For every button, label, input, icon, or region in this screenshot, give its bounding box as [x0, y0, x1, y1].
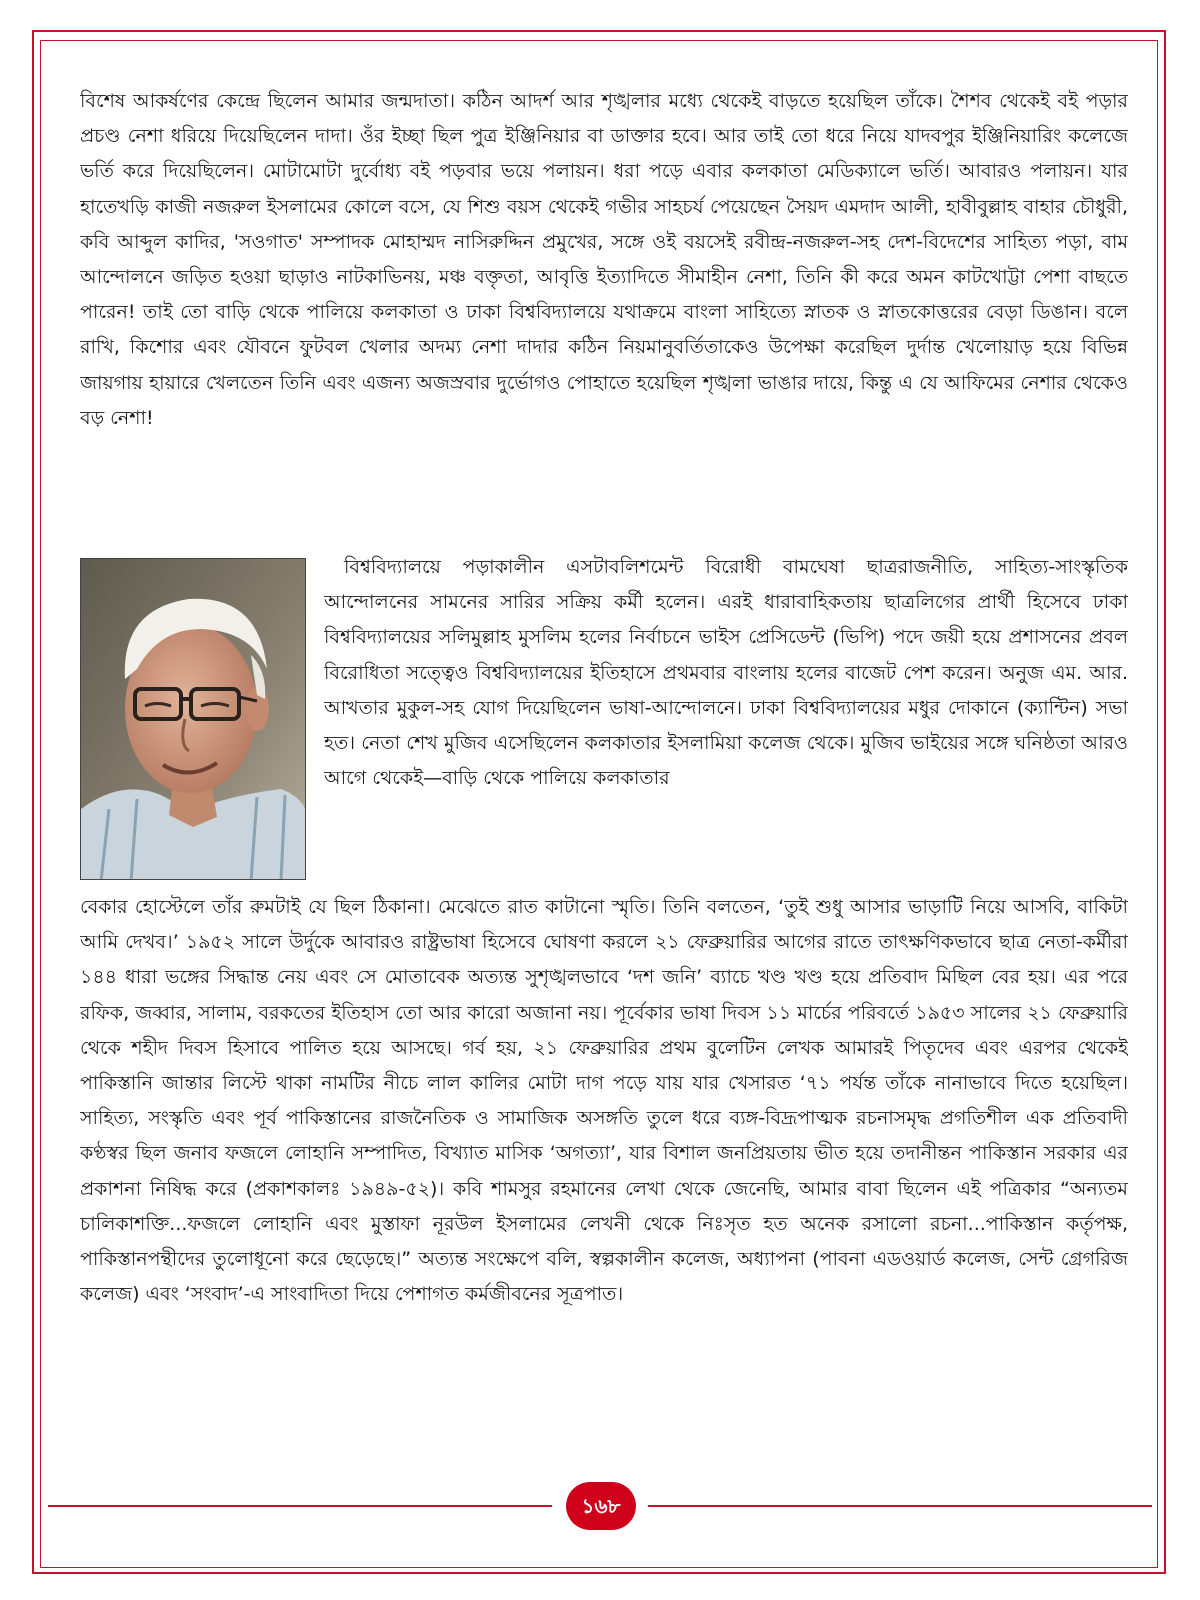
- photo-section: [80, 558, 1128, 888]
- page-number-badge: ১৬৮: [566, 1482, 636, 1530]
- paragraph-2: বিশ্ববিদ্যালয়ে পড়াকালীন এসটাবলিশমেন্ট বিরোধী বামঘেষা ছাত্ররাজনীতি, সাহিত্য-সাংস্কৃতিক আন্দোলনের সামনের সারির সক্রিয় কর্মী হলেন। এরই ধারাবাহিকতায় ছাত্রলিগের প্রার্থী হিসেবে ঢাকা বিশ্ববিদ্যালয়ের সলিমুল্লাহ মুসলিম হলের নির্বাচনে ভাইস প্রেসিডেন্ট (ভিপি) পদে জয়ী হয়ে প্রশাসনের প্রবল বিরোধিতা সত্ত্বেও বিশ্ববিদ্যালয়ের ইতিহাসে প্রথমবার বাংলায় হলের বাজেট পেশ করেন। অনুজ এম. আর. আখতার মুকুল-সহ যোগ দিয়েছিলেন ভাষা-আন্দোলনে। ঢাকা বিশ্ববিদ্যালয়ের মধুর দোকানে (ক্যান্টিন) সভা হত। নেতা শেখ মুজিব এসেছিলেন কলকাতার ইসলামিয়া কলেজ থেকে। মুজিব ভাইয়ের সঙ্গে ঘনিষ্ঠতা আরও আগে থেকেই—বাড়ি থেকে পালিয়ে কলকাতার: [324, 556, 1128, 790]
- article-body: [80, 84, 1128, 1462]
- footer-line-right: [648, 1505, 1152, 1507]
- portrait-illustration: [81, 559, 306, 880]
- footer-line-left: [48, 1505, 552, 1507]
- paragraph-3: বেকার হোস্টেলে তাঁর রুমটাই যে ছিল ঠিকানা। মেঝেতে রাত কাটানো স্মৃতি। তিনি বলতেন, ‘তুই শুধু আসার ভাড়াটি নিয়ে আসবি, বাকিটা আমি দেখব।’ ১৯৫২ সালে উর্দুকে আবারও রাষ্ট্রভাষা হিসেবে ঘোষণা করলে ২১ ফেব্রুয়ারির আগের রাতে তাৎক্ষণিকভাবে ছাত্র নেতা-কর্মীরা ১৪৪ ধারা ভঙ্গের সিদ্ধান্ত নেয় এবং সে মোতাবেক অত্যন্ত সুশৃঙ্খলভাবে ‘দশ জনি’ ব্যাচে খণ্ড খণ্ড হয়ে প্রতিবাদ মিছিল বের হয়। এর পরে রফিক, জব্বার, সালাম, বরকতের ইতিহাস তো আর কারো অজানা নয়। পূর্বেকার ভাষা দিবস ১১ মার্চের পরিবর্তে ১৯৫৩ সালের ২১ ফেব্রুয়ারি থেকে শহীদ দিবস হিসাবে পালিত হয়ে আসছে। গর্ব হয়, ২১ ফেব্রুয়ারির প্রথম বুলেটিন লেখক আমারই পিতৃদেব এবং এরপর থেকেই পাকিস্তানি জান্তার লিস্টে থাকা নামটির নীচে লাল কালির মোটা দাগ পড়ে যায় যার খেসারত ‘৭১ পর্যন্ত তাঁকে নানাভাবে দিতে হয়েছিল। সাহিত্য, সংস্কৃতি এবং পূর্ব পাকিস্তানের রাজনৈতিক ও সামাজিক অসঙ্গতি তুলে ধরে ব্যঙ্গ-বিদ্রূপাত্মক রচনাসমৃদ্ধ প্রগতিশীল এক প্রতিবাদী কণ্ঠস্বর ছিল জনাব ফজলে লোহানি সম্পাদিত, বিখ্যাত মাসিক ‘অগত্যা’, যার বিশাল জনপ্রিয়তায় ভীত হয়ে তদানীন্তন পাকিস্তান সরকার এর প্রকাশনা নিষিদ্ধ করে (প্রকাশকালঃ ১৯৪৯-৫২)। কবি শামসুর রহমানের লেখা থেকে জেনেছি, আমার বাবা ছিলেন এই পত্রিকার “অন্যতম চালিকাশক্তি...ফজলে লোহানি এবং মুস্তাফা নূরউল ইসলামের লেখনী থেকে নিঃসৃত হত অনেক রসালো রচনা...পাকিস্তান কর্তৃপক্ষ, পাকিস্তানপন্থীদের তুলোধূনো করে ছেড়েছে।” অত্যন্ত সংক্ষেপে বলি, স্বল্পকালীন কলেজ, অধ্যাপনা (পাবনা এডওয়ার্ড কলেজ, সেন্ট গ্রেগরিজ কলেজ) এবং ‘সংবাদ’-এ সাংবাদিতা দিয়ে পেশাগত কর্মজীবনের সূত্রপাত।: [80, 896, 1128, 1306]
- author-portrait: [80, 558, 306, 880]
- paragraph-1: বিশেষ আকর্ষণের কেন্দ্রে ছিলেন আমার জন্মদাতা। কঠিন আদর্শ আর শৃঙ্খলার মধ্যে থেকেই বাড়তে হয়েছিল তাঁকে। শৈশব থেকেই বই পড়ার প্রচণ্ড নেশা ধরিয়ে দিয়েছিলেন দাদা। ওঁর ইচ্ছা ছিল পুত্র ইঞ্জিনিয়ার বা ডাক্তার হবে। আর তাই তো ধরে নিয়ে যাদবপুর ইঞ্জিনিয়ারিং কলেজে ভর্তি করে দিয়েছিলেন। মোটামোটা দুর্বোধ্য বই পড়বার ভয়ে পলায়ন। ধরা পড়ে এবার কলকাতা মেডিক্যালে ভর্তি। আবারও পলায়ন। যার হাতেখড়ি কাজী নজরুল ইসলামের কোলে বসে, যে শিশু বয়স থেকেই গভীর সাহচর্য পেয়েছেন সৈয়দ এমদাদ আলী, হাবীবুল্লাহ বাহার চৌধুরী, কবি আব্দুল কাদির, 'সওগাত' সম্পাদক মোহাম্মদ নাসিরুদ্দিন প্রমুখের, সঙ্গে ওই বয়সেই রবীন্দ্র-নজরুল-সহ দেশ-বিদেশের সাহিত্য পড়া, বাম আন্দোলনে জড়িত হওয়া ছাড়াও নাটকাভিনয়, মঞ্চ বক্তৃতা, আবৃত্তি ইত্যাদিতে সীমাহীন নেশা, তিনি কী করে অমন কাটখোট্টা পেশা বাছতে পারেন! তাই তো বাড়ি থেকে পালিয়ে কলকাতা ও ঢাকা বিশ্ববিদ্যালয়ে যথাক্রমে বাংলা সাহিত্যে স্নাতক ও স্নাতকোত্তরের বেড়া ডিঙান। বলে রাখি, কিশোর এবং যৌবনে ফুটবল খেলার অদম্য নেশা দাদার কঠিন নিয়মানুবর্তিতাকেও উপেক্ষা করেছিল দুর্দান্ত খেলোয়াড় হয়ে বিভিন্ন জায়গায় হায়ারে খেলতেন তিনি এবং এজন্য অজস্রবার দুর্ভোগও পোহাতে হয়েছিল শৃঙ্খলা ভাঙার দায়ে, কিন্তু এ যে আফিমের নেশার থেকেও বড় নেশা!: [80, 90, 1128, 429]
